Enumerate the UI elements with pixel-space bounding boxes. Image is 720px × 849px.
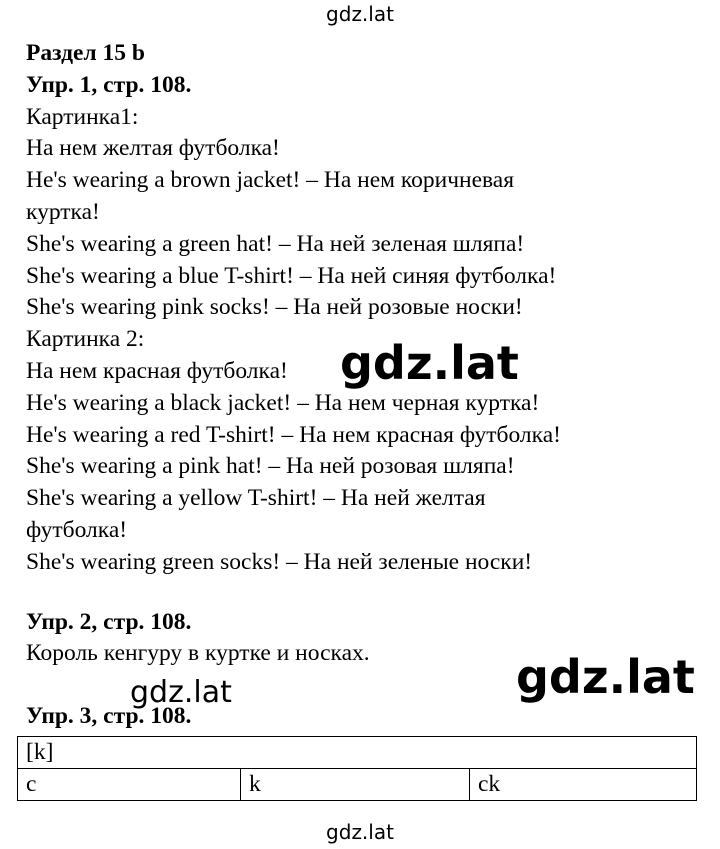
exercise-1-line: She's wearing a blue T-shirt! – На ней синяя футболка! bbox=[26, 262, 557, 289]
exercise-1-line: футболка! bbox=[26, 516, 128, 543]
exercise-1-line: She's wearing a green hat! – На ней зеленая шляпа! bbox=[26, 230, 525, 257]
exercise-1-line: He's wearing a black jacket! – На нем черная куртка! bbox=[26, 389, 540, 416]
exercise-1-line: Картинка 2: bbox=[26, 326, 145, 353]
exercise-1-line: She's wearing pink socks! – На ней розовые носки! bbox=[26, 294, 523, 321]
table-cell: c bbox=[18, 769, 241, 801]
watermark-large: gdz.lat bbox=[516, 650, 695, 704]
watermark-large: gdz.lat bbox=[340, 336, 519, 390]
exercise-1-line: She's wearing a yellow T-shirt! – На ней желтая bbox=[26, 485, 486, 512]
watermark-medium: gdz.lat bbox=[130, 675, 232, 710]
watermark-bottom: gdz.lat bbox=[326, 820, 394, 844]
exercise-1-line: куртка! bbox=[26, 198, 100, 225]
exercise-1-line: She's wearing a pink hat! – На ней розовая шляпа! bbox=[26, 453, 515, 480]
watermark-top: gdz.lat bbox=[326, 2, 394, 26]
exercise-1-line: Картинка1: bbox=[26, 103, 139, 130]
sound-table bbox=[17, 736, 697, 801]
table-row bbox=[18, 769, 697, 801]
exercise-1-heading: Упр. 1, стр. 108. bbox=[26, 71, 192, 98]
exercise-1-line: На нем желтая футболка! bbox=[26, 135, 280, 162]
table-cell: k bbox=[241, 769, 470, 801]
exercise-3-heading: Упр. 3, стр. 108. bbox=[26, 703, 192, 729]
exercise-2-heading: Упр. 2, стр. 108. bbox=[26, 608, 192, 635]
section-spacer bbox=[26, 579, 706, 607]
exercise-1-line: He's wearing a red T-shirt! – На нем красная футболка! bbox=[26, 421, 561, 448]
exercise-1-line: На нем красная футболка! bbox=[26, 357, 288, 384]
exercise-1-line: He's wearing a brown jacket! – На нем коричневая bbox=[26, 167, 515, 194]
section-title: Раздел 15 b bbox=[26, 40, 145, 66]
table-header-cell: [k] bbox=[18, 737, 697, 769]
exercise-2-text: Король кенгуру в куртке и носках. bbox=[26, 640, 370, 667]
exercise-1-line: She's wearing green socks! – На ней зеленые носки! bbox=[26, 548, 533, 575]
table-row bbox=[18, 737, 697, 769]
table-cell: ck bbox=[470, 769, 697, 801]
